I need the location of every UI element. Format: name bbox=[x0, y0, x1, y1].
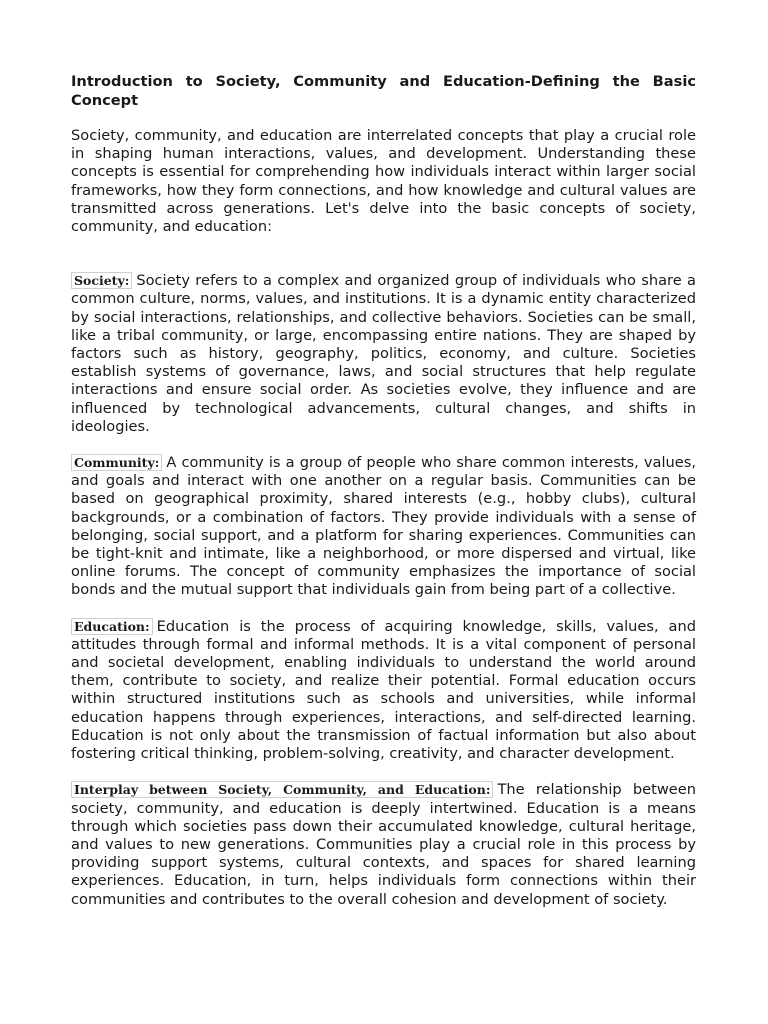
term-label-education: Education: bbox=[71, 618, 153, 635]
document-page bbox=[71, 72, 696, 927]
section-society bbox=[71, 272, 696, 436]
term-label-community: Community: bbox=[71, 454, 162, 471]
intro-paragraph: Society, community, and education are interrelated concepts that play a crucial role in shaping human interactions, values, and development. Understanding these concepts is essential for comprehending how individuals interact within larger social frameworks, how they form connections, and how knowledge and cultural values are transmitted across generations. Let's delve into the basic concepts of society, community, and education: bbox=[71, 127, 696, 236]
term-label-society: Society: bbox=[71, 272, 132, 289]
section-text-education: Education is the process of acquiring knowledge, skills, values, and attitudes through formal and informal methods. It is a vital component of personal and societal development, enabling individuals to understand the world around them, contribute to society, and realize their potential. Formal education occurs within structured institutions such as schools and universities, while informal education happens through experiences, interactions, and self-directed learning. Education is not only about the transmission of factual information but also about fostering critical thinking, problem-solving, creativity, and character development. bbox=[71, 617, 696, 763]
section-text-community: A community is a group of people who share common interests, values, and goals and interact with one another on a regular basis. Communities can be based on geographical proximity, shared interests (e.g., hobby clubs), cultural backgrounds, or a combination of factors. They provide individuals with a sense of belonging, social support, and a platform for sharing experiences. Communities can be tight-knit and intimate, like a neighborhood, or more dispersed and virtual, like online forums. The concept of community emphasizes the importance of social bonds and the mutual support that individuals gain from being part of a collective. bbox=[71, 454, 696, 599]
section-text-interplay: The relationship between society, community, and education is deeply intertwined. Education is a means through which societies pass down their accumulated knowledge, cultural heritage, and values to new generations. Communities play a crucial role in this process by providing support systems, cultural contexts, and spaces for shared learning experiences. Education, in turn, helps individuals form connections within their communities and contributes to the overall cohesion and development of society. bbox=[71, 781, 696, 908]
section-interplay bbox=[71, 781, 696, 908]
term-label-interplay: Interplay between Society, Community, and Education: bbox=[71, 781, 493, 798]
document-title: Introduction to Society, Community and Education-Defining the Basic Concept bbox=[71, 73, 696, 109]
section-community bbox=[71, 454, 696, 600]
section-text-society: Society refers to a complex and organized group of individuals who share a common culture, norms, values, and institutions. It is a dynamic entity characterized by social interactions, relationships, and collective behaviors. Societies can be small, like a tribal community, or large, encompassing entire nations. They are shaped by factors such as history, geography, politics, economy, and culture. Societies establish systems of governance, laws, and social structures that help regulate interactions and ensure social order. As societies evolve, they influence and are influenced by technological advancements, cultural changes, and shifts in ideologies. bbox=[71, 272, 696, 435]
section-education bbox=[71, 618, 696, 764]
